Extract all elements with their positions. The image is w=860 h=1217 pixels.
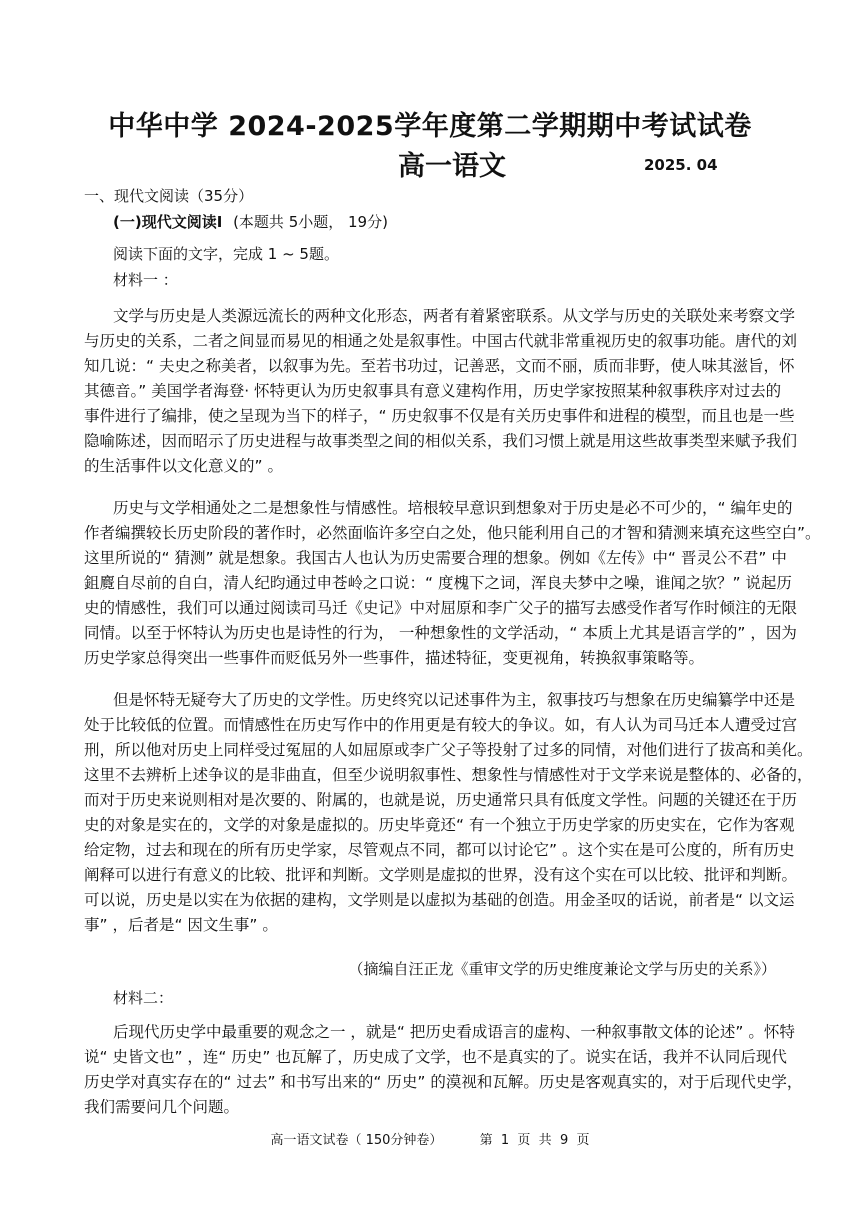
material1-line: 的生活事件以文化意义的” 。 [84,457,283,475]
material1-line: 刑，所以他对历史上同样受过冤屈的人如屈原或李广父子等投射了过多的同情，对他们进行了拔高和美化。 [84,741,813,759]
material1-line: 知几说：“ 夫史之称美者，以叙事为先。至若书功过，记善恶，文而不丽，质而非野，使人味其滋旨，怀 [84,357,795,375]
exam-title: 中华中学 2024-2025学年度第二学期期中考试试卷 [108,111,752,142]
material2-label: 材料二： [113,989,174,1007]
material1-line: 与历史的关系，二者之间显而易见的相通之处是叙事性。中国古代就非常重视历史的叙事功能。唐代的刘 [84,332,798,350]
material1-source: （摘编自汪正龙《重审文学的历史维度兼论文学与历史的关系》） [348,960,776,978]
material1-line: 处于比较低的位置。而情感性在历史写作中的作用更是有较大的争议。如，有人认为司马迁本人遭受过宫 [84,716,798,734]
material1-line: 鉏麑自尽前的自白，清人纪昀通过申苍岭之口说：“ 度槐下之词，浑良夫梦中之噪，谁闻之欤？” 说起历 [84,574,792,592]
material1-line: 事件进行了编排，使之呈现为当下的样子，“ 历史叙事不仅是有关历史事件和进程的模型，而且也是一些 [84,407,795,425]
exam-subject: 高一语文 [398,151,506,182]
material1-line: 这里所说的“ 猜测” 就是想象。我国古人也认为历史需要合理的想象。例如《左传》中“ 晋灵公不君” 中 [84,549,787,567]
material2-line: 历史学对真实存在的“ 过去” 和书写出来的“ 历史” 的漠视和瓦解。历史是客观真实的，对于后现代史学， [84,1073,803,1091]
material1-label: 材料一 ： [113,271,178,289]
part-note: (本题共 5小题， 19分) [233,213,388,231]
material1-line: 可以说，历史是以实在为依据的建构，文学则是以虚拟为基础的创造。用金圣叹的话说，前者是“ 以文运 [84,891,795,909]
material1-line: 隐喻陈述，因而昭示了历史进程与故事类型之间的相似关系，我们习惯上就是用这些故事类型来赋予我们 [84,432,798,450]
material1-line: 阐释可以进行有意义的比较、批评和判断。文学则是虚拟的世界，没有这个实在可以比较、批评和判断。 [84,866,798,884]
material1-line: 这里不去辨析上述争议的是非曲直，但至少说明叙事性、想象性与情感性对于文学来说是整体的、必备的， [84,766,813,784]
material1-line: 其德音。” 美国学者海登· 怀特更认为历史叙事具有意义建构作用，历史学家按照某种叙事秩序对过去的 [84,382,782,400]
instruction: 阅读下面的文字，完成 1 ~ 5题。 [113,245,339,263]
material1-line: 史的对象是实在的，文学的对象是虚拟的。历史毕竟还“ 有一个独立于历史学家的历史实在，它作为客观 [84,816,795,834]
material1-line: 历史学家总得突出一些事件而贬低另外一些事件，描述特征，变更视角，转换叙事策略等。 [84,649,705,667]
material1-line: 史的情感性，我们可以通过阅读司马迁《史记》中对屈原和李广父子的描写去感受作者写作时倾注的无限 [84,599,798,617]
material1-line: 给定物，过去和现在的所有历史学家，尽管观点不同，都可以讨论它” 。这个实在是可公度的，所有历史 [84,841,795,859]
material1-line: 但是怀特无疑夸大了历史的文学性。历史终究以记述事件为主，叙事技巧与想象在历史编纂学中还是 [113,691,796,709]
material1-line: 而对于历史来说则相对是次要的、附属的，也就是说，历史通常只具有低度文学性。问题的关键还在于历 [84,791,798,809]
material2-line: 后现代历史学中最重要的观念之一 ，就是“ 把历史看成语言的虚构、一种叙事散文体的论述” 。怀特 [113,1023,795,1041]
exam-date: 2025. 04 [644,156,718,174]
material1-line: 作者编撰较长历史阶段的著作时，必然面临许多空白之处，他只能利用自己的才智和猜测来填充这些空白”。 [84,524,821,542]
material2-line: 说“ 史皆文也” ，连“ 历史” 也瓦解了，历史成了文学，也不是真实的了。说实在话，我并不认同后现代 [84,1048,787,1066]
material1-line: 文学与历史是人类源远流长的两种文化形态，两者有着紧密联系。从文学与历史的关联处来考察文学 [113,307,796,325]
page-footer: 高一语文试卷（ 150分钟卷） 第 1 页 共 9 页 [270,1133,590,1148]
part-heading-row [113,212,388,232]
material1-line: 同情。以至于怀特认为历史也是诗性的行为， 一种想象性的文学活动，“ 本质上尤其是语言学的” ，因为 [84,624,797,642]
material1-line: 历史与文学相通处之二是想象性与情感性。培根较早意识到想象对于历史是必不可少的，“ 编年史的 [113,499,793,517]
material2-line: 我们需要问几个问题。 [84,1098,240,1116]
part-heading: (一)现代文阅读Ⅰ [113,213,223,231]
section-heading: 一、现代文阅读（35分） [84,187,254,205]
material1-line: 事” ，后者是“ 因文生事” 。 [84,916,278,934]
